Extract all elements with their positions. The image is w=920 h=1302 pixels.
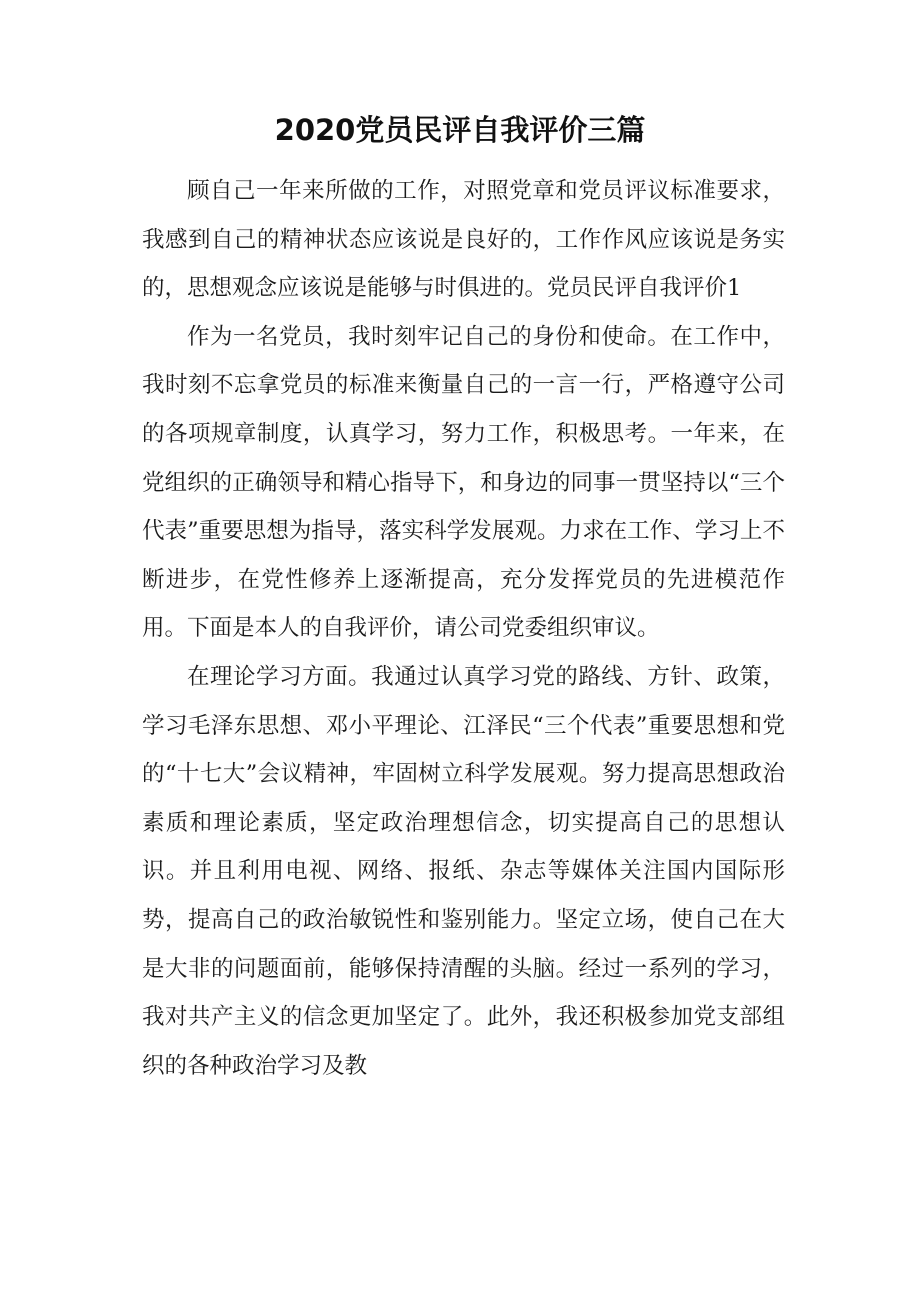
paragraph-identity: 作为一名党员，我时刻牢记自己的身份和使命。在工作中，我时刻不忘拿党员的标准来衡量自己的一言一行，严格遵守公司的各项规章制度，认真学习，努力工作，积极思考。一年来，在党组织的正确领导和精心指导下，和身边的同事一贯坚持以“三个代表”重要思想为指导，落实科学发展观。力求在工作、学习上不断进步，在党性修养上逐渐提高，充分发挥党员的先进模范作用。下面是本人的自我评价，请公司党委组织审议。 [142, 323, 785, 642]
paragraph-theory-study: 在理论学习方面。我通过认真学习党的路线、方针、政策，学习毛泽东思想、邓小平理论、江泽民“三个代表”重要思想和党的“十七大”会议精神，牢固树立科学发展观。努力提高思想政治素质和理论素质，坚定政治理想信念，切实提高自己的思想认识。并且利用电视、网络、报纸、杂志等媒体关注国内国际形势，提高自己的政治敏锐性和鉴别能力。坚定立场，使自己在大是大非的问题面前，能够保持清醒的头脑。经过一系列的学习，我对共产主义的信念更加坚定了。此外，我还积极参加党支部组织的各种政治学习及教 [142, 663, 785, 1079]
document-title: 2020党员民评自我评价三篇 [274, 113, 646, 147]
paragraph-intro: 顾自己一年来所做的工作，对照党章和党员评议标准要求，我感到自己的精神状态应该说是良好的，工作作风应该说是务实的，思想观念应该说是能够与时俱进的。党员民评自我评价1 [142, 178, 785, 302]
document-body [142, 167, 785, 1090]
